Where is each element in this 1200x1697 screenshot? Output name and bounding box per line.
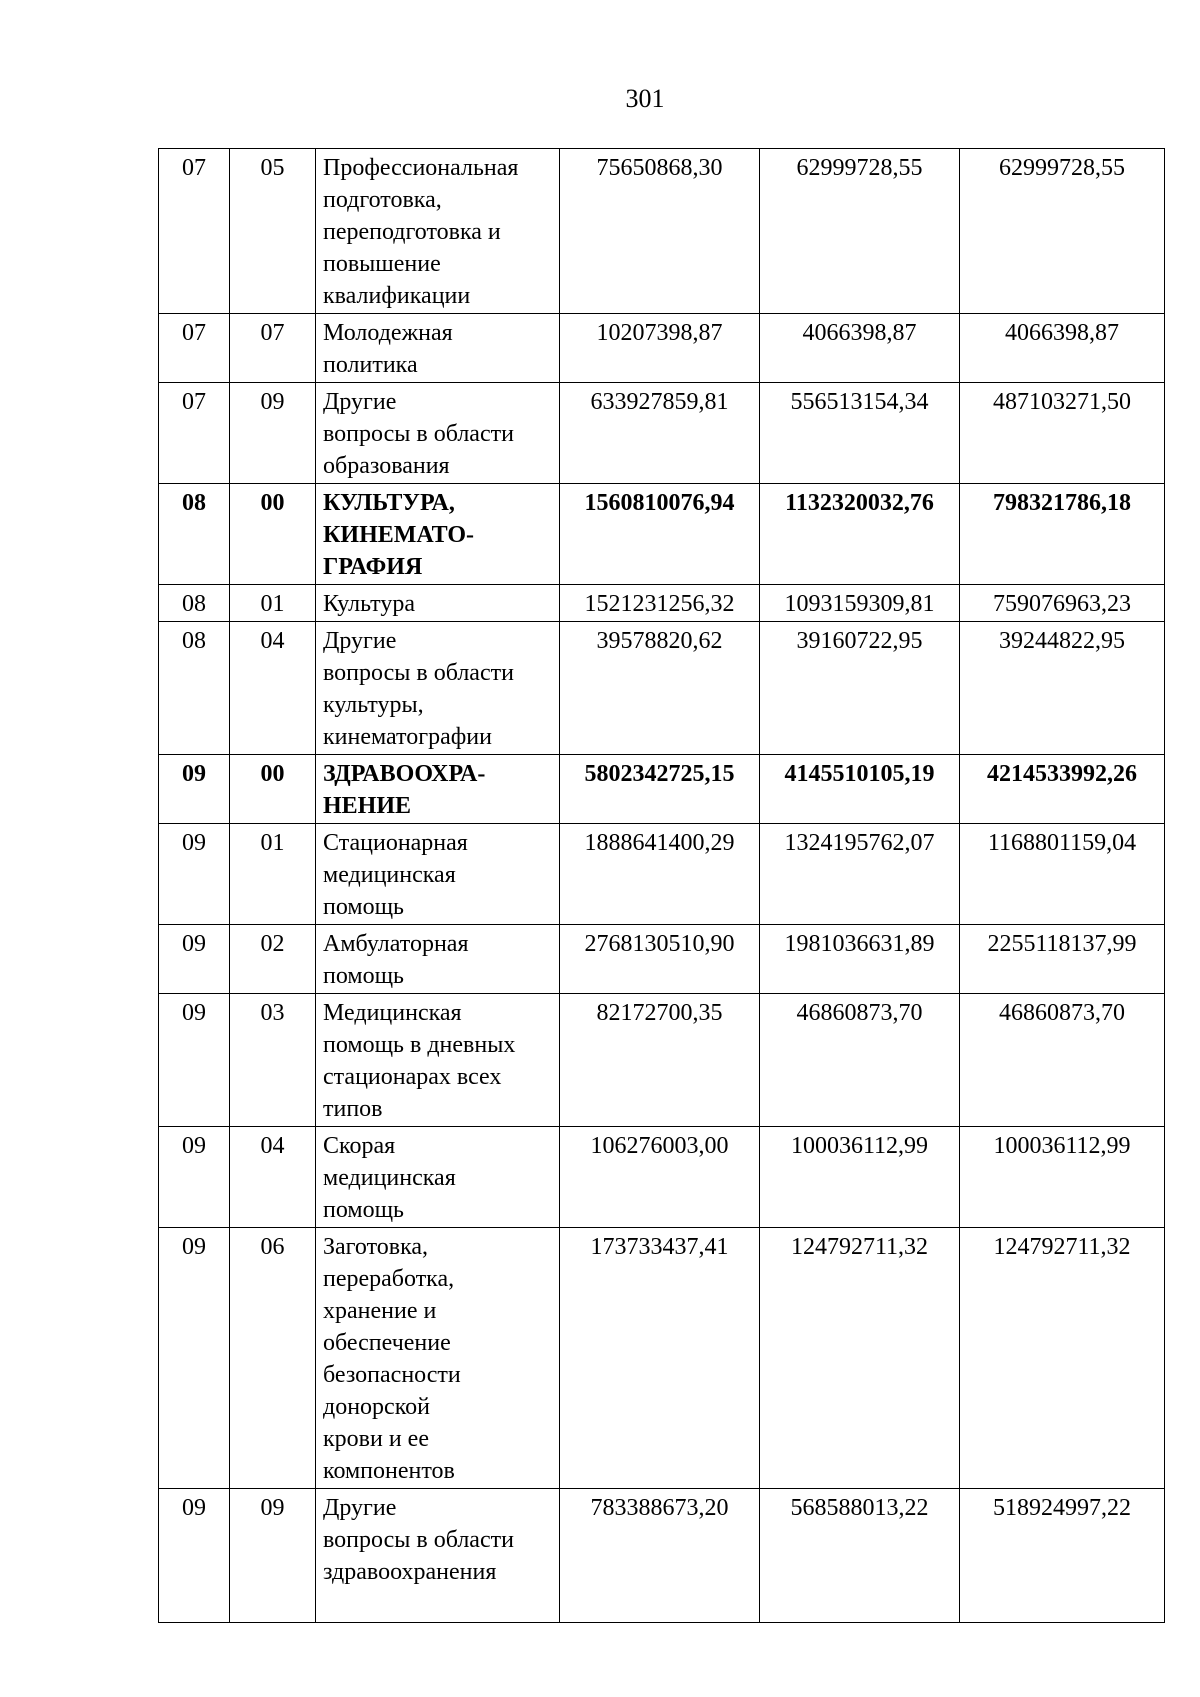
row-name xyxy=(316,149,560,314)
amount-1: 173733437,41 xyxy=(560,1228,760,1489)
row-name-line: политика xyxy=(323,352,418,378)
amount-1: 75650868,30 xyxy=(560,149,760,314)
row-name xyxy=(316,383,560,484)
row-name-line: помощь xyxy=(323,963,404,989)
row-name-line: кинематографии xyxy=(323,724,492,750)
amount-3: 62999728,55 xyxy=(960,149,1165,314)
amount-1: 5802342725,15 xyxy=(560,755,760,824)
row-name-line: безопасности xyxy=(323,1362,461,1388)
row-name xyxy=(316,994,560,1127)
amount-1: 1888641400,29 xyxy=(560,824,760,925)
section-code: 09 xyxy=(159,1127,230,1228)
table-row xyxy=(159,484,1165,585)
amount-1: 1521231256,32 xyxy=(560,585,760,622)
section-code: 09 xyxy=(159,824,230,925)
row-name-line: медицинская xyxy=(323,862,456,888)
amount-2: 46860873,70 xyxy=(760,994,960,1127)
table-row xyxy=(159,622,1165,755)
table-row xyxy=(159,314,1165,383)
amount-2: 124792711,32 xyxy=(760,1228,960,1489)
row-name-line: НЕНИЕ xyxy=(323,793,412,819)
row-name xyxy=(316,585,560,622)
row-name-line: КИНЕМАТО- xyxy=(323,522,474,548)
amount-3: 2255118137,99 xyxy=(960,925,1165,994)
subsection-code: 00 xyxy=(230,755,316,824)
section-code: 07 xyxy=(159,149,230,314)
row-name-line: ЗДРАВООХРА- xyxy=(323,761,486,787)
row-name-line: хранение и xyxy=(323,1298,437,1324)
amount-1: 633927859,81 xyxy=(560,383,760,484)
row-name-line: Культура xyxy=(323,591,415,617)
row-name-line: Профессиональная xyxy=(323,155,519,181)
page-number: 301 xyxy=(625,84,665,113)
amount-1: 1560810076,94 xyxy=(560,484,760,585)
row-name-line: Стационарная xyxy=(323,830,468,856)
amount-3: 1168801159,04 xyxy=(960,824,1165,925)
amount-1: 39578820,62 xyxy=(560,622,760,755)
section-code: 08 xyxy=(159,585,230,622)
subsection-code: 07 xyxy=(230,314,316,383)
amount-3: 46860873,70 xyxy=(960,994,1165,1127)
row-name-line: переподготовка и xyxy=(323,219,501,245)
subsection-code: 06 xyxy=(230,1228,316,1489)
amount-3: 100036112,99 xyxy=(960,1127,1165,1228)
amount-2: 62999728,55 xyxy=(760,149,960,314)
row-name-line: культуры, xyxy=(323,692,424,718)
table-row xyxy=(159,585,1165,622)
amount-3: 4214533992,26 xyxy=(960,755,1165,824)
amount-3: 39244822,95 xyxy=(960,622,1165,755)
row-name-line: помощь в дневных xyxy=(323,1032,516,1058)
section-code: 08 xyxy=(159,622,230,755)
subsection-code: 05 xyxy=(230,149,316,314)
row-name-line: Амбулаторная xyxy=(323,931,469,957)
amount-1: 2768130510,90 xyxy=(560,925,760,994)
row-name xyxy=(316,1127,560,1228)
row-name-line: типов xyxy=(323,1096,383,1122)
amount-2: 1981036631,89 xyxy=(760,925,960,994)
amount-2: 100036112,99 xyxy=(760,1127,960,1228)
table-row xyxy=(159,925,1165,994)
row-name-line: Заготовка, xyxy=(323,1234,429,1260)
row-name-line: крови и ее xyxy=(323,1426,429,1452)
row-name-line: подготовка, xyxy=(323,187,442,213)
section-code: 07 xyxy=(159,383,230,484)
row-name xyxy=(316,484,560,585)
subsection-code: 09 xyxy=(230,1489,316,1623)
table-row xyxy=(159,824,1165,925)
subsection-code: 02 xyxy=(230,925,316,994)
amount-2: 1324195762,07 xyxy=(760,824,960,925)
amount-2: 4145510105,19 xyxy=(760,755,960,824)
row-name-line: вопросы в области xyxy=(323,421,514,447)
table-row xyxy=(159,149,1165,314)
amount-3: 759076963,23 xyxy=(960,585,1165,622)
table-row xyxy=(159,383,1165,484)
table-row xyxy=(159,1489,1165,1623)
subsection-code: 04 xyxy=(230,1127,316,1228)
row-name xyxy=(316,1228,560,1489)
row-name-line: ГРАФИЯ xyxy=(323,554,423,580)
row-name-line: Другие xyxy=(323,1495,397,1521)
amount-3: 798321786,18 xyxy=(960,484,1165,585)
row-name-line: стационарах всех xyxy=(323,1064,502,1090)
table-row xyxy=(159,994,1165,1127)
amount-2: 39160722,95 xyxy=(760,622,960,755)
amount-2: 1093159309,81 xyxy=(760,585,960,622)
row-name-line: донорской xyxy=(323,1394,430,1420)
amount-1: 82172700,35 xyxy=(560,994,760,1127)
section-code: 09 xyxy=(159,925,230,994)
table-row xyxy=(159,1127,1165,1228)
subsection-code: 01 xyxy=(230,824,316,925)
row-name-line: Молодежная xyxy=(323,320,453,346)
row-name-line: помощь xyxy=(323,1197,404,1223)
row-name-line: здравоохранения xyxy=(323,1559,497,1585)
row-name xyxy=(316,755,560,824)
amount-3: 487103271,50 xyxy=(960,383,1165,484)
subsection-code: 03 xyxy=(230,994,316,1127)
section-code: 08 xyxy=(159,484,230,585)
budget-table xyxy=(158,148,1165,1623)
section-code: 09 xyxy=(159,1228,230,1489)
row-name-line: вопросы в области xyxy=(323,1527,514,1553)
row-name xyxy=(316,314,560,383)
subsection-code: 09 xyxy=(230,383,316,484)
row-name xyxy=(316,925,560,994)
row-name-line: повышение xyxy=(323,251,441,277)
row-name-line: переработка, xyxy=(323,1266,455,1292)
section-code: 09 xyxy=(159,1489,230,1623)
row-name xyxy=(316,824,560,925)
section-code: 09 xyxy=(159,755,230,824)
row-name-line: Другие xyxy=(323,389,397,415)
row-name-line: помощь xyxy=(323,894,404,920)
row-name-line: компонентов xyxy=(323,1458,455,1484)
amount-1: 10207398,87 xyxy=(560,314,760,383)
section-code: 09 xyxy=(159,994,230,1127)
row-name-line: квалификации xyxy=(323,283,471,309)
row-name-line: образования xyxy=(323,453,450,479)
row-name-line: вопросы в области xyxy=(323,660,514,686)
amount-2: 556513154,34 xyxy=(760,383,960,484)
row-name-line: обеспечение xyxy=(323,1330,451,1356)
amount-2: 1132320032,76 xyxy=(760,484,960,585)
amount-2: 568588013,22 xyxy=(760,1489,960,1623)
row-name xyxy=(316,622,560,755)
amount-1: 106276003,00 xyxy=(560,1127,760,1228)
amount-3: 124792711,32 xyxy=(960,1228,1165,1489)
section-code: 07 xyxy=(159,314,230,383)
row-name-line: КУЛЬТУРА, xyxy=(323,490,455,516)
row-name-line: Другие xyxy=(323,628,397,654)
table-row xyxy=(159,755,1165,824)
subsection-code: 01 xyxy=(230,585,316,622)
row-name-line: Скорая xyxy=(323,1133,396,1159)
amount-1: 783388673,20 xyxy=(560,1489,760,1623)
table-row xyxy=(159,1228,1165,1489)
subsection-code: 00 xyxy=(230,484,316,585)
amount-2: 4066398,87 xyxy=(760,314,960,383)
amount-3: 4066398,87 xyxy=(960,314,1165,383)
amount-3: 518924997,22 xyxy=(960,1489,1165,1623)
row-name xyxy=(316,1489,560,1623)
table-body xyxy=(159,149,1165,1623)
row-name-line: Медицинская xyxy=(323,1000,462,1026)
subsection-code: 04 xyxy=(230,622,316,755)
row-name-line: медицинская xyxy=(323,1165,456,1191)
